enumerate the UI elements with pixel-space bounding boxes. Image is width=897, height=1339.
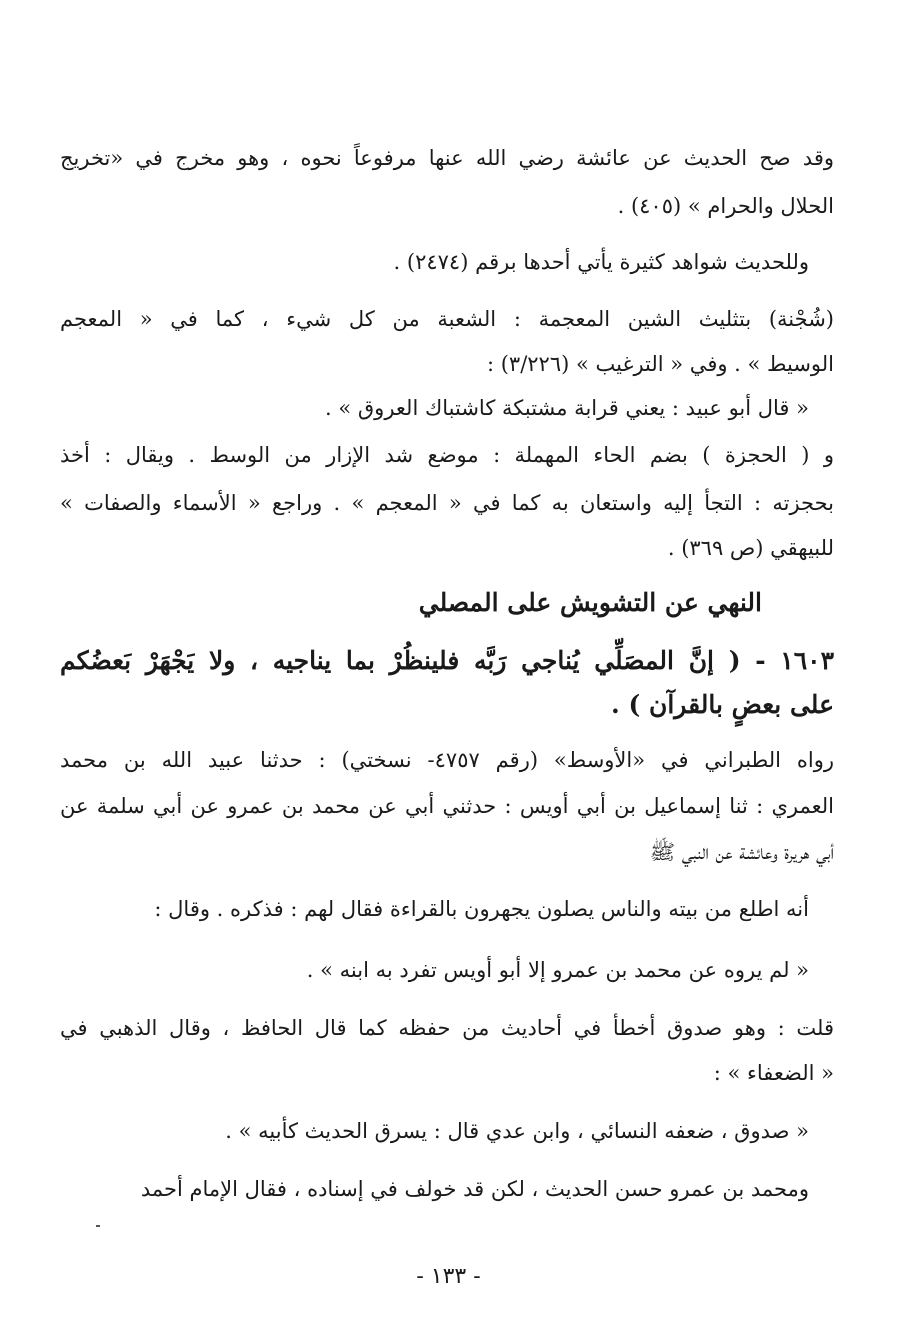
hadith-text-line-2: على بعضٍ بالقرآن ) . — [611, 690, 834, 719]
text-line-11: العمري : ثنا إسماعيل بن أبي أويس : حدثني أبي عن محمد بن عمرو عن أبي سلمة عن — [60, 794, 834, 818]
text-line-9: للبيهقي (ص ٣٦٩) . — [667, 536, 834, 560]
text-line-16: « الضعفاء » : — [713, 1061, 834, 1085]
text-line-5: الوسيط » . وفي « الترغيب » (٣/٢٢٦) : — [486, 352, 834, 376]
text-line-15: قلت : وهو صدوق أخطأ في أحاديث من حفظه كما قال الحافظ ، وقال الذهبي في — [60, 1016, 834, 1040]
text-line-17: « صدوق ، ضعفه النسائي ، وابن عدي قال : يسرق الحديث كأبيه » . — [225, 1119, 809, 1143]
hadith-text-line-1: ١٦٠٣ - ( إنَّ المصَلِّي يُناجي رَبَّه فلينظُرْ بما يناجيه ، ولا يَجْهَرْ بَعضُكم — [60, 646, 834, 675]
text-line-18: ومحمد بن عمرو حسن الحديث ، لكن قد خولف في إسناده ، فقال الإمام أحمد — [140, 1177, 809, 1201]
margin-mark — [96, 1225, 100, 1227]
text-line-3: وللحديث شواهد كثيرة يأتي أحدها برقم (٢٤٧٤) . — [393, 250, 809, 274]
text-line-7: و ( الحجزة ) بضم الحاء المهملة : موضع شد الإزار من الوسط . ويقال : أخذ — [60, 443, 834, 467]
text-line-1: وقد صح الحديث عن عائشة رضي الله عنها مرفوعاً نحوه ، وهو مخرج في «تخريج — [60, 146, 834, 170]
text-line-14: « لم يروه عن محمد بن عمرو إلا أبو أويس تفرد به ابنه » . — [306, 958, 809, 982]
text-line-2: الحلال والحرام » (٤٠٥) . — [617, 194, 834, 218]
text-line-4: (شُجْنة) بتثليث الشين المعجمة : الشعبة من كل شيء ، كما في « المعجم — [60, 307, 834, 331]
text-line-8: بحجزته : التجأ إليه واستعان به كما في « المعجم » . وراجع « الأسماء والصفات » — [60, 491, 834, 515]
text-line-10: رواه الطبراني في «الأوسط» (رقم ٤٧٥٧- نسختي) : حدثنا عبيد الله بن محمد — [60, 748, 834, 772]
page-number: - ١٣٣ - — [416, 1264, 481, 1289]
text-line-13: أنه اطلع من بيته والناس يصلون يجهرون بالقراءة فقال لهم : فذكره . وقال : — [154, 897, 809, 921]
text-line-12: أبي هريرة وعائشة عن النبي ﷺ — [649, 840, 834, 864]
section-heading: النهي عن التشويش على المصلي — [418, 588, 762, 617]
text-line-6: « قال أبو عبيد : يعني قرابة مشتبكة كاشتباك العروق » . — [325, 396, 809, 420]
